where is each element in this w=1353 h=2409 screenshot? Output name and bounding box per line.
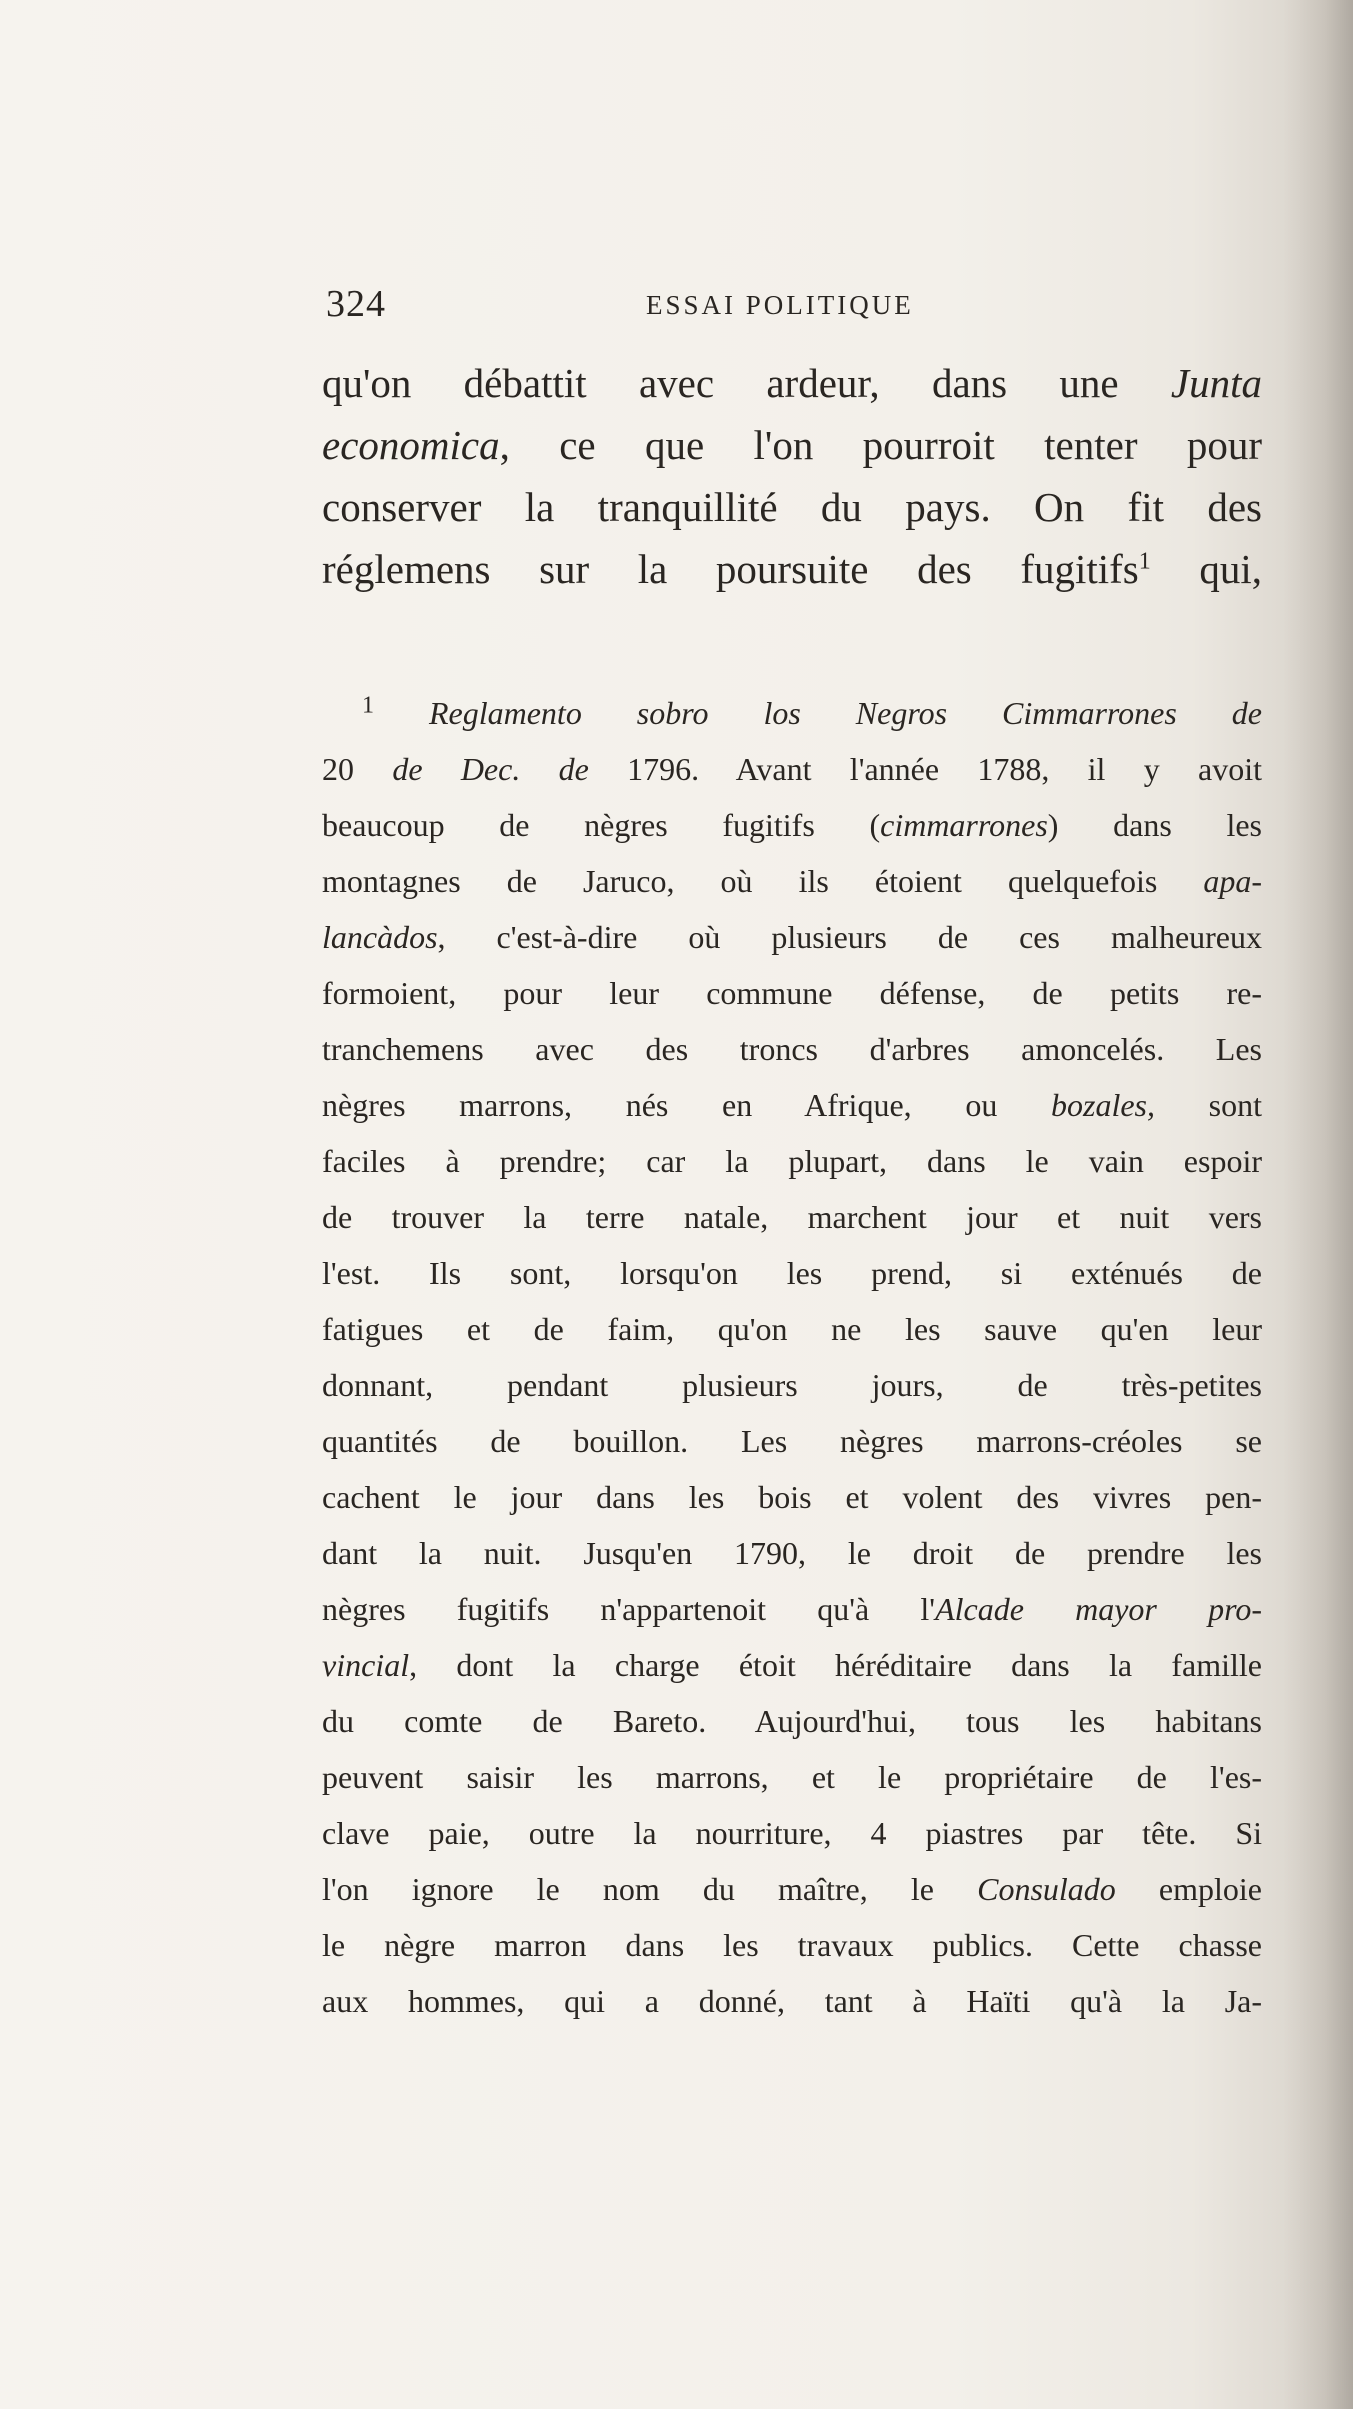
footnote-line: le nègre marron dans les travaux publics. Cette chasse bbox=[322, 1927, 1262, 1963]
footnote-line: montagnes de Jaruco, où ils étoient quelquefois apa- bbox=[322, 863, 1262, 899]
footnote bbox=[322, 685, 1262, 2029]
footnote-line: formoient, pour leur commune défense, de petits re- bbox=[322, 975, 1262, 1011]
running-title: ESSAI POLITIQUE bbox=[646, 290, 914, 320]
footnote-line: $^1$ Reglamento sobro los Negros Cimmarrones de bbox=[362, 692, 1263, 731]
footnote-line: vincial, dont la charge étoit héréditaire dans la famille bbox=[322, 1647, 1262, 1683]
text-line: economica, ce que l'on pourroit tenter pour bbox=[322, 422, 1262, 468]
main-text bbox=[322, 352, 1262, 600]
page-edge-shadow bbox=[1283, 0, 1353, 2409]
text-line: qu'on débattit avec ardeur, dans une Junta bbox=[322, 360, 1262, 406]
page-header bbox=[326, 282, 1261, 342]
footnote-marker: 1 bbox=[362, 692, 374, 719]
page-number: 324 bbox=[326, 283, 386, 325]
text-line: conserver la tranquillité du pays. On fit des bbox=[322, 484, 1262, 530]
footnote-line: aux hommes, qui a donné, tant à Haïti qu'à la Ja- bbox=[322, 1983, 1262, 2019]
text-line: réglemens sur la poursuite des fugitifs$^1$ qui, bbox=[322, 546, 1262, 592]
footnote-line: du comte de Bareto. Aujourd'hui, tous les habitans bbox=[322, 1703, 1262, 1739]
footnote-line: tranchemens avec des troncs d'arbres amoncelés. Les bbox=[322, 1031, 1262, 1067]
footnote-line: 20 de Dec. de 1796. Avant l'année 1788, il y avoit bbox=[322, 751, 1263, 787]
footnote-line: nègres marrons, nés en Afrique, ou bozales, sont bbox=[322, 1087, 1263, 1123]
footnote-line: beaucoup de nègres fugitifs (cimmarrones) dans les bbox=[322, 807, 1262, 843]
footnote-line: l'est. Ils sont, lorsqu'on les prend, si exténués de bbox=[322, 1255, 1262, 1291]
footnote-line: donnant, pendant plusieurs jours, de très-petites bbox=[322, 1367, 1262, 1403]
footnote-line: fatigues et de faim, qu'on ne les sauve qu'en leur bbox=[322, 1311, 1262, 1347]
footnote-line: l'on ignore le nom du maître, le Consulado emploie bbox=[322, 1871, 1263, 1907]
footnote-line: quantités de bouillon. Les nègres marrons-créoles se bbox=[322, 1423, 1262, 1459]
footnote-line: lancàdos, c'est-à-dire où plusieurs de ces malheureux bbox=[322, 919, 1262, 955]
footnote-line: clave paie, outre la nourriture, 4 piastres par tête. Si bbox=[322, 1815, 1262, 1851]
footnote-line: nègres fugitifs n'appartenoit qu'à l'Alcade mayor pro- bbox=[322, 1591, 1263, 1627]
footnote-line: peuvent saisir les marrons, et le propriétaire de l'es- bbox=[322, 1759, 1262, 1795]
footnote-line: faciles à prendre; car la plupart, dans le vain espoir bbox=[322, 1143, 1262, 1179]
footnote-reference: 1 bbox=[1138, 548, 1151, 575]
footnote-line: dant la nuit. Jusqu'en 1790, le droit de prendre les bbox=[322, 1535, 1262, 1571]
footnote-line: de trouver la terre natale, marchent jour et nuit vers bbox=[322, 1199, 1262, 1235]
footnote-line: cachent le jour dans les bois et volent des vivres pen- bbox=[322, 1479, 1262, 1515]
